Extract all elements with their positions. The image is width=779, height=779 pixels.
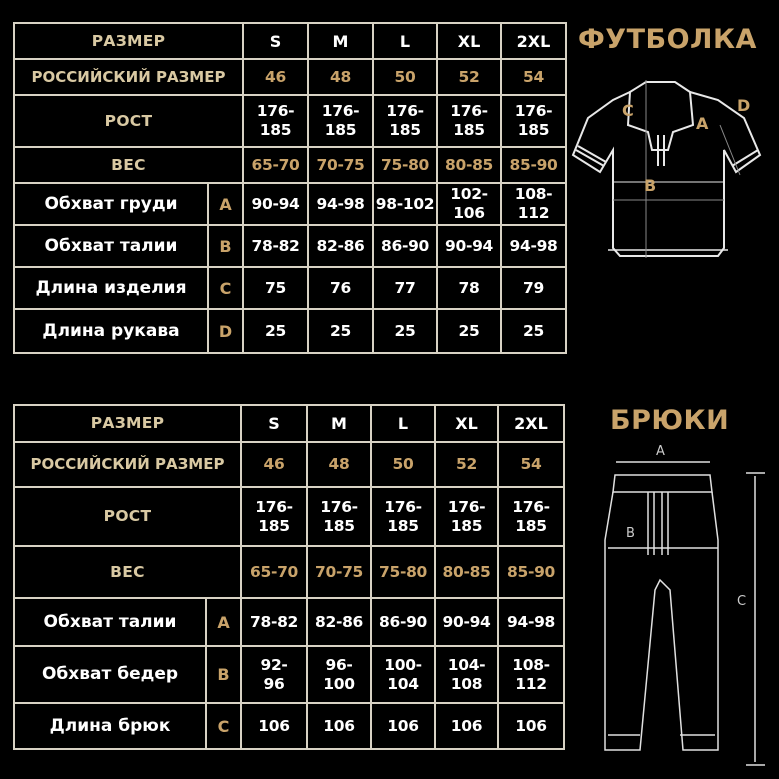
pants-value-cell: 96- 100 <box>307 646 371 703</box>
pants-value-cell: 54 <box>498 442 564 487</box>
shirt-value-cell: 77 <box>373 267 437 309</box>
pants-value-cell: 46 <box>241 442 307 487</box>
shirt-value-cell: 176- 185 <box>501 95 566 147</box>
shirt-value-cell: 108-112 <box>501 183 566 225</box>
shirt-size-l: L <box>373 23 437 59</box>
pants-value-cell: 100- 104 <box>371 646 435 703</box>
pants-value-cell: 176- 185 <box>435 487 498 546</box>
shirt-measure-label: Длина рукава <box>14 309 208 353</box>
pants-value-cell: 106 <box>241 703 307 749</box>
shirt-row-label: РОССИЙСКИЙ РАЗМЕР <box>14 59 243 95</box>
pants-value-cell: 92- 96 <box>241 646 307 703</box>
shirt-value-cell: 176- 185 <box>243 95 308 147</box>
pants-measure-label: Обхват талии <box>14 598 206 646</box>
shirt-row-label: РОСТ <box>14 95 243 147</box>
pants-measure-label: Обхват бедер <box>14 646 206 703</box>
shirt-value-cell: 76 <box>308 267 373 309</box>
pants-table-row <box>14 442 564 487</box>
shirt-value-cell: 102-106 <box>437 183 501 225</box>
pants-size-table <box>13 404 565 750</box>
pants-table-row <box>14 703 564 749</box>
pants-measure-letter: B <box>206 646 241 703</box>
shirt-measure-label: Обхват груди <box>14 183 208 225</box>
shirt-value-cell: 75-80 <box>373 147 437 183</box>
shirt-value-cell: 176- 185 <box>373 95 437 147</box>
pants-row-label: ВЕС <box>14 546 241 598</box>
shirt-label-d: D <box>737 96 751 115</box>
pants-value-cell: 176- 185 <box>307 487 371 546</box>
shirt-size-s: S <box>243 23 308 59</box>
shirt-value-cell: 90-94 <box>243 183 308 225</box>
pants-value-cell: 108- 112 <box>498 646 564 703</box>
pants-table-row <box>14 646 564 703</box>
pants-table-row <box>14 546 564 598</box>
pants-value-cell: 65-70 <box>241 546 307 598</box>
pants-title: БРЮКИ <box>610 405 730 436</box>
pants-label-b: B <box>626 526 635 541</box>
shirt-value-cell: 98-102 <box>373 183 437 225</box>
shirt-measure-label: Длина изделия <box>14 267 208 309</box>
shirt-size-2xl: 2XL <box>501 23 566 59</box>
shirt-label-b: B <box>644 176 657 195</box>
pants-label-a: A <box>656 444 665 459</box>
shirt-label-c: C <box>622 101 634 120</box>
shirt-table-row <box>14 225 566 267</box>
shirt-value-cell: 85-90 <box>501 147 566 183</box>
pants-row-label: РОСТ <box>14 487 241 546</box>
pants-size-l: L <box>371 405 435 442</box>
shirt-value-cell: 65-70 <box>243 147 308 183</box>
pants-value-cell: 106 <box>307 703 371 749</box>
pants-value-cell: 78-82 <box>241 598 307 646</box>
pants-value-cell: 52 <box>435 442 498 487</box>
pants-value-cell: 82-86 <box>307 598 371 646</box>
shirt-table-row <box>14 59 566 95</box>
pants-value-cell: 106 <box>435 703 498 749</box>
shirt-value-cell: 90-94 <box>437 225 501 267</box>
shirt-value-cell: 78-82 <box>243 225 308 267</box>
shirt-table-row <box>14 95 566 147</box>
shirt-value-cell: 50 <box>373 59 437 95</box>
pants-measure-label: Длина брюк <box>14 703 206 749</box>
pants-value-cell: 48 <box>307 442 371 487</box>
shirt-value-cell: 52 <box>437 59 501 95</box>
pants-row-label: РОССИЙСКИЙ РАЗМЕР <box>14 442 241 487</box>
shirt-value-cell: 176- 185 <box>308 95 373 147</box>
shirt-value-cell: 25 <box>308 309 373 353</box>
shirt-measure-label: Обхват талии <box>14 225 208 267</box>
shirt-value-cell: 25 <box>373 309 437 353</box>
shirt-table-row <box>14 309 566 353</box>
shirt-header-label: РАЗМЕР <box>14 23 243 59</box>
shirt-value-cell: 80-85 <box>437 147 501 183</box>
shirt-value-cell: 94-98 <box>308 183 373 225</box>
pants-header-label: РАЗМЕР <box>14 405 241 442</box>
shirt-value-cell: 46 <box>243 59 308 95</box>
pants-value-cell: 106 <box>371 703 435 749</box>
shirt-title: ФУТБОЛКА <box>578 24 757 55</box>
pants-value-cell: 80-85 <box>435 546 498 598</box>
shirt-size-xl: XL <box>437 23 501 59</box>
pants-diagram <box>600 440 779 770</box>
pants-value-cell: 104- 108 <box>435 646 498 703</box>
shirt-measure-letter: D <box>208 309 243 353</box>
pants-size-s: S <box>241 405 307 442</box>
shirt-header-row <box>14 23 566 59</box>
shirt-measure-letter: A <box>208 183 243 225</box>
pants-value-cell: 176- 185 <box>241 487 307 546</box>
pants-value-cell: 90-94 <box>435 598 498 646</box>
shirt-value-cell: 82-86 <box>308 225 373 267</box>
shirt-measure-letter: C <box>208 267 243 309</box>
pants-table-row <box>14 487 564 546</box>
pants-value-cell: 86-90 <box>371 598 435 646</box>
pants-label-c: C <box>737 594 747 609</box>
shirt-value-cell: 75 <box>243 267 308 309</box>
shirt-value-cell: 48 <box>308 59 373 95</box>
shirt-size-table <box>13 22 567 354</box>
shirt-value-cell: 54 <box>501 59 566 95</box>
shirt-measure-letter: B <box>208 225 243 267</box>
shirt-value-cell: 79 <box>501 267 566 309</box>
pants-size-xl: XL <box>435 405 498 442</box>
pants-value-cell: 176- 185 <box>371 487 435 546</box>
pants-value-cell: 94-98 <box>498 598 564 646</box>
pants-value-cell: 70-75 <box>307 546 371 598</box>
shirt-label-a: A <box>696 114 709 133</box>
shirt-value-cell: 25 <box>243 309 308 353</box>
pants-size-m: M <box>307 405 371 442</box>
pants-value-cell: 176- 185 <box>498 487 564 546</box>
shirt-size-m: M <box>308 23 373 59</box>
shirt-value-cell: 70-75 <box>308 147 373 183</box>
shirt-value-cell: 78 <box>437 267 501 309</box>
shirt-value-cell: 25 <box>501 309 566 353</box>
shirt-value-cell: 176- 185 <box>437 95 501 147</box>
pants-measure-letter: C <box>206 703 241 749</box>
pants-header-row <box>14 405 564 442</box>
shirt-table-row <box>14 267 566 309</box>
pants-table-row <box>14 598 564 646</box>
pants-value-cell: 85-90 <box>498 546 564 598</box>
pants-value-cell: 106 <box>498 703 564 749</box>
shirt-table-row <box>14 147 566 183</box>
pants-measure-letter: A <box>206 598 241 646</box>
shirt-table-row <box>14 183 566 225</box>
pants-value-cell: 75-80 <box>371 546 435 598</box>
shirt-value-cell: 94-98 <box>501 225 566 267</box>
shirt-value-cell: 86-90 <box>373 225 437 267</box>
shirt-value-cell: 25 <box>437 309 501 353</box>
pants-size-2xl: 2XL <box>498 405 564 442</box>
pants-value-cell: 50 <box>371 442 435 487</box>
shirt-row-label: ВЕС <box>14 147 243 183</box>
